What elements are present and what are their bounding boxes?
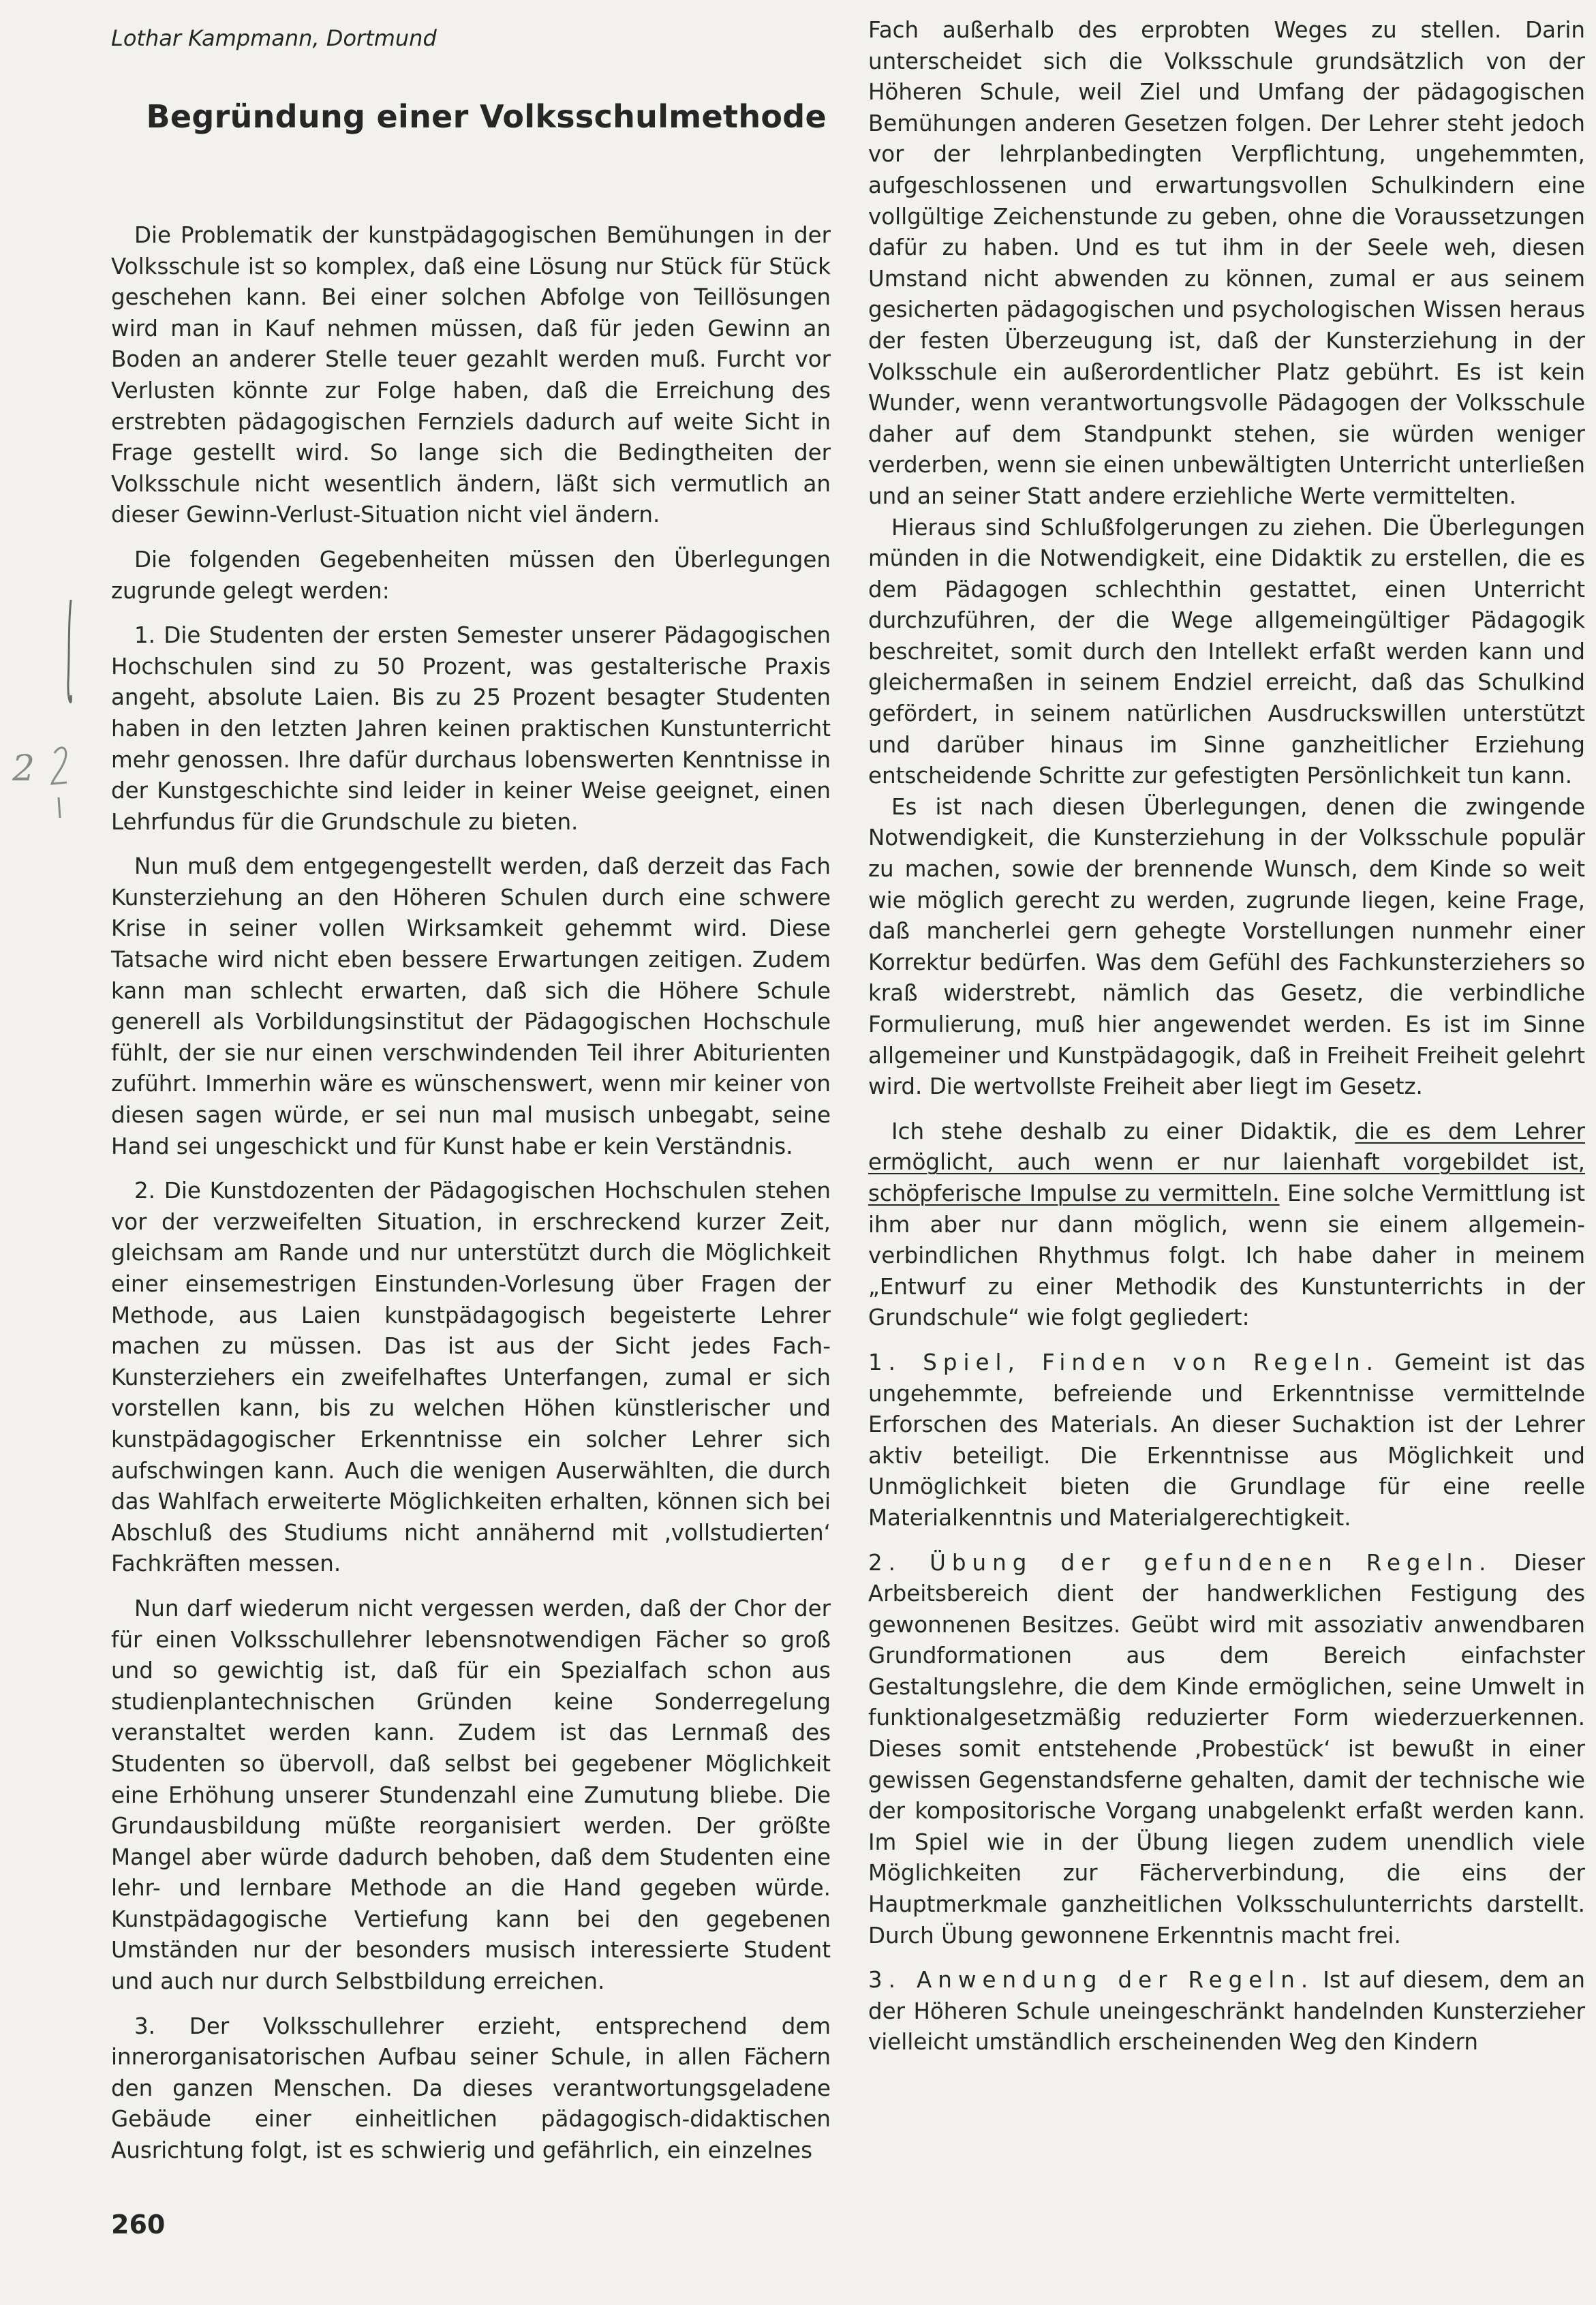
section-text: Ist auf diesem, dem an der Höheren Schule uneingeschränkt handelnden Kunsterzieher vielleicht umständlich erscheinenden Weg den Kindern	[868, 1967, 1585, 2056]
paragraph: Es ist nach diesen Überlegungen, denen die zwingende Notwendigkeit, die Kunsterziehung in der Volksschule populär zu machen, sowie der brennende Wunsch, dem Kinde so weit wie möglich gerecht zu werden, zugrunde liegen, keine Frage, daß mancherlei gern gehegte Vorstellungen nunmehr einer Korrektur bedürfen. Was dem Gefühl des Fachkunsterziehers so kraß widerstrebt, nämlich das Gesetz, die verbindliche Formulierung, muß hier angewendet werden. Es ist im Sinne allgemeiner und Kunstpädagogik, daß in Freiheit Freiheit gelehrt wird. Die wertvollste Freiheit aber liegt im Gesetz.	[868, 793, 1585, 1100]
section-uebung	[868, 1548, 1585, 1952]
paragraph: Nun muß dem entgegengestellt werden, daß derzeit das Fach Kunsterziehung an den Höheren Schulen durch eine schwere Krise in seiner vollen Wirksamkeit gehemmt wird. Diese Tatsache wird nicht eben bessere Erwartungen zeitigen. Zudem kann man schlecht erwarten, daß sich die Höhere Schule generell als Vorbildungsinstitut der Pädagogischen Hochschule fühlt, der sie nur einen verschwindenden Teil ihrer Abiturienten zuführt. Immerhin wäre es wünschenswert, wenn mir keiner von diesen sagen würde, er sei nun mal musisch unbegabt, seine Hand sei ungeschickt und für Kunst habe er kein Verständnis.	[111, 853, 831, 1159]
section-anwendung	[868, 1965, 1585, 2058]
left-column	[111, 15, 831, 2167]
paragraph: Nun darf wiederum nicht vergessen werden, daß der Chor der für einen Volksschullehrer lebensnotwendigen Fächer so groß und so gewichtig ist, daß für ein Spezialfach schon aus studienplantechnischen Gründen keine Sonderregelung veranstaltet werden kann. Zudem ist das Lernmaß des Studenten so übervoll, daß selbst bei gegebener Möglichkeit eine Erhöhung unserer Stundenzahl eine Zumutung bliebe. Die Grundausbildung müßte reorganisiert werden. Der größte Mangel aber würde dadurch behoben, daß dem Studenten eine lehr- und lernbare Methode an die Hand gegeben würde. Kunstpädagogische Vertiefung kann bei den gegebenen Umständen nur der besonders musisch interessierte Student und auch nur durch Selbstbildung erreichen.	[111, 1595, 831, 1995]
paragraph: Fach außerhalb des erprobten Weges zu stellen. Darin unterscheidet sich die Volksschule grundsätzlich von der Höheren Schule, weil Ziel und Umfang der pädagogischen Bemühungen anderen Gesetzen folgen. Der Lehrer steht jedoch vor der lehrplanbedingten Verpflichtung, ungehemmten, aufgeschlossenen und erwartungsvollen Schulkindern eine vollgültige Zeichenstunde zu geben, ohne die Voraussetzungen dafür zu haben. Und es tut ihm in der Seele weh, diesen Umstand nicht abwenden zu können, zumal er aus seinem gesicherten pädagogischen und psychologischen Wissen heraus der festen Überzeugung ist, daß der Kunsterziehung in der Volksschule ein außerordentlicher Platz gebührt. Es ist kein Wunder, wenn verantwortungsvolle Pädagogen der Volksschule daher auf dem Standpunkt stehen, sie würden weniger verderben, wenn sie einen unbewältigten Unterricht unterließen und an seiner Statt andere erziehliche Werte vermittelten.	[868, 17, 1585, 509]
paragraph: 2. Die Kunstdozenten der Pädagogischen Hochschulen stehen vor der verzweifelten Situation, in erschreckend kurzer Zeit, gleichsam am Rande und nur unterstützt durch die Möglichkeit einer einsemestrigen Einstunden-Vorlesung über Fragen der Methode, aus Laien kunstpädagogisch begeisterte Lehrer machen zu müssen. Das ist aus der Sicht jedes Fach-Kunsterziehers ein zweifelhaftes Unterfangen, zumal er sich vorstellen kann, bis zu welchen Höhen künstlerischer und kunstpädagogischer Erkenntnisse ein solcher Lehrer sich aufschwingen kann. Auch die wenigen Auserwählten, die durch das Wahlfach erweiterte Möglichkeiten erhalten, können sich bei Abschluß des Studiums nicht annähernd mit ‚vollstudierten‘ Fachkräften messen.	[111, 1178, 831, 1577]
section-label: 3. Anwendung der Regeln.	[868, 1967, 1315, 1994]
section-label: 1. Spiel, Finden von Regeln.	[868, 1349, 1380, 1375]
section-spiel	[868, 1347, 1585, 1534]
section-text: Gemeint ist das ungehemmte, befreiende und Erkenntnisse vermittelnde Erforschen des Materials. An dieser Suchaktion ist der Lehrer aktiv beteiligt. Die Erkenntnisse aus Möglichkeit und Unmöglichkeit bieten die Grundlage für eine reelle Materialkenntnis und Materialgerechtigkeit.	[868, 1349, 1585, 1531]
section-text: Dieser Arbeitsbereich dient der handwerklichen Festigung des gewonnenen Besitzes. Geübt wird mit assoziativ anwendbaren Grundformationen aus dem Bereich einfachster Gestaltungslehre, die dem Kinde ermöglichen, seine Umwelt in funktionalgesetzmäßig reduzierter Form wiederzuerkennen. Dieses somit entstehende ‚Probestück‘ ist bewußt in einer gewissen Gegenstandsferne gehalten, damit der technische wie der kompositorische Vorgang unabgelenkt erfaßt werden kann. Im Spiel wie in der Übung liegen zudem unendlich viele Möglichkeiten zur Fächerverbindung, die eins der Hauptmerkmale ganzheitlichen Volksschulunterrichts darstellt. Durch Übung gewonnene Erkenntnis macht frei.	[868, 1549, 1585, 1949]
paragraph-didaktik	[868, 1116, 1585, 1334]
paragraph: 3. Der Volksschullehrer erzieht, entsprechend dem innerorganisatorischen Aufbau seiner Schule, in allen Fächern den ganzen Menschen. Da dieses verantwortungsgeladene Gebäude einer einheitlichen pädagogisch-didaktischen Ausrichtung folgt, ist es schwierig und gefährlich, ein einzelnes	[111, 2013, 831, 2164]
pencil-margin-marks	[41, 600, 95, 848]
paragraph: 1. Die Studenten der ersten Semester unserer Pädagogischen Hochschulen sind zu 50 Prozent, was gestalterische Praxis angeht, absolute Laien. Bis zu 25 Prozent besagter Studenten haben in den letzten Jahren keinen praktischen Kunstunterricht mehr genossen. Ihre dafür durchaus lobenswerten Kenntnisse in der Kunstgeschichte sind leider in keiner Weise geeignet, einen Lehrfundus für die Grundschule zu bieten.	[111, 622, 831, 835]
margin-note: 2	[12, 748, 35, 789]
underlined-passage: die es dem Lehrer ermöglicht, auch wenn er nur laienhaft vorgebildet ist, schöpferische Impulse zu vermitteln.	[868, 1118, 1585, 1206]
page-number: 260	[111, 2210, 166, 2240]
paragraph: Die folgenden Gegebenheiten müssen den Überlegungen zugrunde gelegt werden:	[111, 546, 831, 604]
paragraph: Hieraus sind Schlußfolgerungen zu ziehen. Die Überlegungen münden in die Notwendigkeit, eine Didaktik zu erstellen, die es dem Pädagogen schlechthin gestattet, einen Unterricht durchzuführen, der die Wege allgemeingültiger Pädagogik beschreitet, somit durch den Intellekt erfaßt werden kann und gleichermaßen in seinem Endziel erreicht, daß das Schulkind gefördert, in seinem natürlichen Ausdruckswillen unterstützt und darüber hinaus im Sinne ganzheitlicher Erziehung entscheidende Schritte zur gefestigten Persönlichkeit tun kann.	[868, 514, 1585, 789]
paragraph: Die Problematik der kunstpädagogischen Bemühungen in der Volksschule ist so komplex, daß eine Lösung nur Stück für Stück geschehen kann. Bei einer solchen Abfolge von Teillösungen wird man in Kauf nehmen müssen, daß für jeden Gewinn an Boden an anderer Stelle teuer gezahlt werden muß. Furcht vor Verlusten könnte zur Folge haben, daß die Erreichung des erstrebten pädagogischen Fernziels dadurch auf weite Sicht in Frage gestellt wird. So lange sich die Bedingtheiten der Volksschule nicht wesentlich ändern, läßt sich vermutlich an dieser Gewinn-Verlust-Situation nicht viel ändern.	[111, 222, 831, 528]
text-span: Ich stehe deshalb zu einer Didaktik,	[891, 1118, 1338, 1144]
text-span: Eine solche Vermittlung ist ihm aber nur dann möglich, wenn sie einem allgemein-verbindlichen Rhythmus folgt. Ich habe daher in meinem „Entwurf zu einer Methodik des Kunstunterrichts in der Grundschule“ wie folgt gegliedert:	[868, 1180, 1585, 1331]
section-label: 2. Übung der gefundenen Regeln.	[868, 1549, 1492, 1576]
article-title: Begründung einer Volksschulmethode	[146, 98, 827, 135]
right-column	[868, 15, 1585, 2058]
author-line: Lothar Kampmann, Dortmund	[111, 25, 437, 51]
